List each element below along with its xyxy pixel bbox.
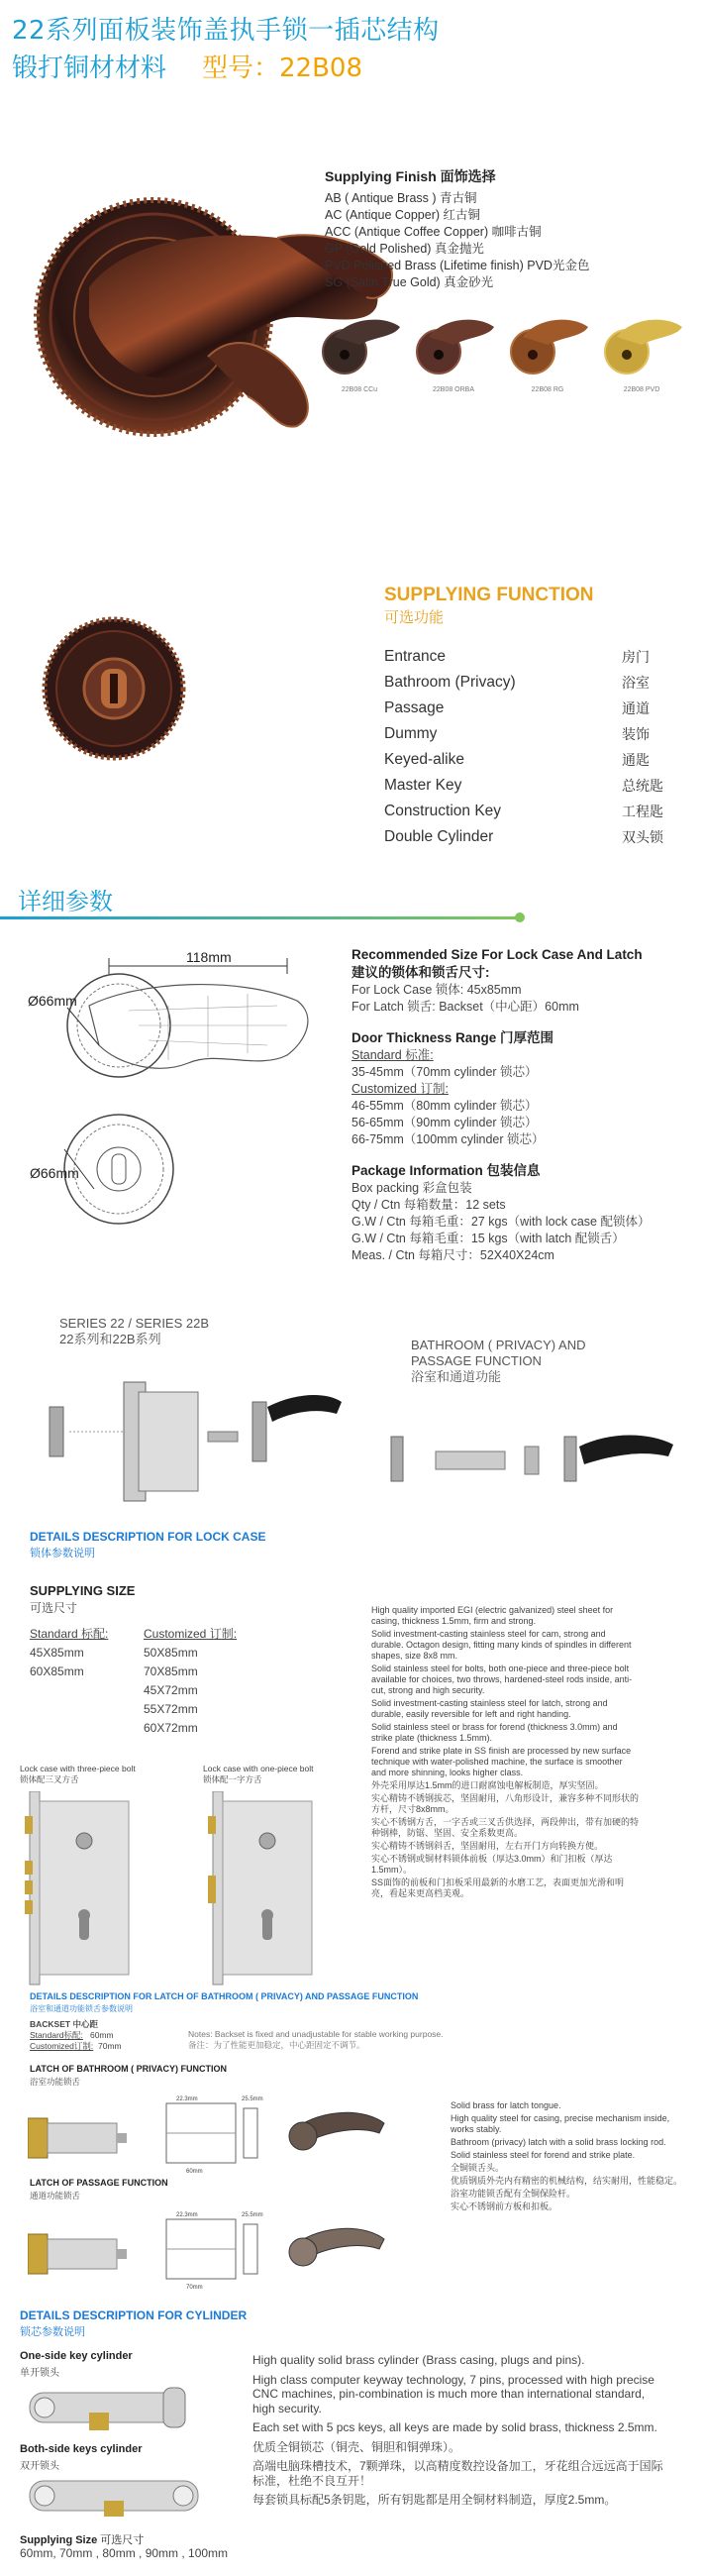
note: Solid brass for latch tongue. — [451, 2100, 561, 2110]
note: Solid investment-casting stainless steel for latch, strong and durable, easily reversible for left and right handing. — [371, 1698, 608, 1719]
cylinder-subheading: 锁芯参数说明 — [20, 2326, 85, 2338]
recommended-line: For Lock Case 锁体: 45x85mm — [352, 983, 522, 997]
note: 高端电脑珠槽技术，7颗弹珠，以高精度数控设备加工，牙花组合远远高于国际标准，杜绝不良互开！ — [252, 2459, 663, 2488]
note: 优质钢质外壳内有精密的机械结构，结实耐用，性能稳定。 — [451, 2176, 683, 2186]
note: 实心精铸不锈钢斜舌，坚固耐用，左右开门方向转换方便。 — [371, 1841, 604, 1851]
cylinder-notes — [252, 2353, 668, 2513]
lockcase-one-piece-image — [208, 1791, 327, 1989]
note: Bathroom (privacy) latch with a solid brass locking rod. — [451, 2137, 666, 2147]
note: High quality steel for casing, precise mechanism inside, works stably. — [451, 2113, 670, 2134]
function-cn: 浴室 — [622, 675, 650, 691]
supplying-size-heading: SUPPLYING SIZE — [30, 1583, 136, 1598]
size-cell: 45X72mm — [144, 1683, 198, 1697]
size-cell: 50X85mm — [144, 1646, 198, 1660]
note: High quality imported EGI (electric galvanized) steel sheet for casing, thickness 1.5mm, firm and strong. — [371, 1605, 614, 1626]
function-heading: SUPPLYING FUNCTION — [384, 585, 594, 605]
page-title: 22系列面板装饰盖执手锁一插芯结构 — [12, 16, 440, 46]
bathroom-latch-cn: 浴室功能锁舌 — [30, 2077, 81, 2087]
door-custom-line: 56-65mm（90mm cylinder 锁芯） — [352, 1116, 538, 1129]
function-list — [384, 644, 681, 850]
finish-heading: Supplying Finish 面饰选择 — [325, 168, 496, 184]
one-side-cylinder-label: One-side key cylinder — [20, 2350, 133, 2362]
package-line: Qty / Ctn 每箱数量：12 sets — [352, 1198, 506, 1212]
passage-latch-title: LATCH OF PASSAGE FUNCTION — [30, 2178, 168, 2188]
lockcase-subheading: 锁体参数说明 — [30, 1548, 95, 1559]
backset-standard-value: 60mm — [89, 2030, 114, 2040]
size-cell: 45X85mm — [30, 1646, 84, 1660]
note: 全铜锁舌头。 — [451, 2163, 505, 2173]
lockcase-three-piece-caption — [20, 1764, 158, 1785]
supplying-size-sub: 可选尺寸 — [30, 1601, 78, 1615]
size-table — [30, 1625, 267, 1738]
door-custom-line: 66-75mm（100mm cylinder 锁芯） — [352, 1132, 545, 1146]
size-col-standard: Standard 标配: — [30, 1627, 109, 1641]
swatch-caption: 22B08 PVD — [623, 386, 660, 393]
function-en: Master Key — [384, 777, 462, 794]
caption-en: Lock case with three-piece bolt — [20, 1764, 136, 1773]
swatch-orba — [409, 297, 498, 396]
dimension-diameter: Ø66mm — [28, 993, 77, 1009]
function-row — [384, 670, 681, 696]
function-row — [384, 696, 681, 721]
dim-label: 60mm — [186, 2169, 203, 2175]
cylinder-escutcheon-image — [40, 614, 188, 763]
note-cn: 备注：为了性能更加稳定，中心距固定不调节。 — [188, 2040, 365, 2050]
finish-ab: AB ( Antique Brass ) 青古铜 — [325, 191, 477, 205]
latch-subheading: 浴室和通道功能锁舌参数说明 — [30, 2004, 133, 2013]
function-cn: 装饰 — [622, 726, 650, 742]
bathroom-latch-title: LATCH OF BATHROOM ( PRIVACY) FUNCTION — [30, 2064, 227, 2074]
size-header-row — [30, 1625, 267, 1644]
exploded-view-right — [376, 1407, 693, 1516]
door-custom-label: Customized 订制: — [352, 1082, 449, 1096]
passage-latch-image — [28, 2204, 444, 2294]
bathroom-latch-image — [28, 2089, 444, 2178]
note: 每套锁具标配5条钥匙，所有钥匙都是用全铜材料制造，厚度2.5mm。 — [252, 2493, 617, 2507]
function-en: Dummy — [384, 725, 438, 742]
cylinder-sizes: 60mm, 70mm , 80mm , 90mm , 100mm — [20, 2546, 229, 2560]
swatch-pvd — [597, 297, 686, 396]
backset-label: BACKSET 中心距 — [30, 2019, 98, 2029]
note: High class computer keyway technology, 7 pins, processed with high precise CNC machines, pin-combination is much more than international standard, high security. — [252, 2372, 654, 2415]
function-en: Passage — [384, 699, 445, 716]
function-en: Double Cylinder — [384, 828, 494, 845]
note: 浴室功能锁舌配有全铜保险杆。 — [451, 2189, 576, 2199]
recommended-line: For Latch 锁舌: Backset（中心距）60mm — [352, 1000, 579, 1014]
dimension-width: 118mm — [186, 949, 232, 965]
finish-ac: AC (Antique Copper) 红古铜 — [325, 208, 481, 222]
finish-swatches — [315, 297, 691, 401]
function-en: Construction Key — [384, 803, 502, 819]
finish-pvd: PVD Polished Brass (Lifetime finish) PVD光金色 — [325, 259, 590, 272]
size-label-cn: 可选尺寸 — [100, 2534, 145, 2546]
caption-en: Lock case with one-piece bolt — [203, 1764, 314, 1773]
note: Solid stainless steel for bolts, both one-piece and three-piece bolt available for choices, two throws, hardened-steel rods inside, anti-cut, strong and high security. — [371, 1664, 633, 1695]
swatch-caption: 22B08 CCu — [341, 386, 378, 393]
size-cell: 55X72mm — [144, 1702, 198, 1716]
lockcase-notes — [371, 1605, 639, 1901]
size-row — [30, 1700, 267, 1719]
recommended-cn: 建议的锁体和锁舌尺寸: — [352, 965, 490, 980]
dimension-drawing — [20, 946, 337, 1243]
exploded-view-left — [30, 1362, 347, 1521]
dimension-diameter: Ø66mm — [30, 1165, 79, 1181]
function-row — [384, 644, 681, 670]
lockcase-heading: DETAILS DESCRIPTION FOR LOCK CASE — [30, 1530, 266, 1544]
note: High quality solid brass cylinder (Brass casing, plugs and pins). — [252, 2353, 585, 2367]
function-row — [384, 747, 681, 773]
series-en: SERIES 22 / SERIES 22B — [59, 1316, 210, 1331]
size-row — [30, 1681, 267, 1700]
recommended-heading: Recommended Size For Lock Case And Latch — [352, 947, 643, 962]
size-cell: 70X85mm — [144, 1664, 198, 1678]
finish-sg: SG (Satin True Gold) 真金砂光 — [325, 275, 494, 289]
one-side-cylinder-image — [20, 2378, 198, 2437]
backset-custom-label: Customized订制: — [30, 2041, 94, 2051]
function-en: Entrance — [384, 648, 447, 665]
page-subtitle — [12, 48, 362, 84]
details-divider — [0, 916, 523, 919]
note: 实心不锈钢方舌，一字舌或三叉舌供选择，两段伸出，带有加硬的特种钢棒，防锯、坚固、安全系数更高。 — [371, 1817, 640, 1838]
series-cn: 浴室和通道功能 — [411, 1369, 502, 1384]
function-cn: 通匙 — [622, 752, 650, 768]
size-cell: 60X85mm — [30, 1664, 84, 1678]
series-cn: 22系列和22B系列 — [59, 1332, 161, 1346]
note: Solid investment-casting stainless steel for cam, strong and durable. Octagon design, fitting many kinds of spindles in different shapes, size 8x8 mm. — [371, 1629, 632, 1661]
series-label-left — [59, 1316, 209, 1347]
series-en: PASSAGE FUNCTION — [411, 1353, 542, 1368]
size-row — [30, 1663, 267, 1681]
finish-gp: GP (Gold Polished) 真金抛光 — [325, 242, 484, 256]
backset-block — [30, 2019, 178, 2052]
size-label-en: Supplying Size — [20, 2534, 98, 2546]
door-custom-line: 46-55mm（80mm cylinder 锁芯） — [352, 1099, 538, 1113]
note: 优质全铜锁芯（铜壳、铜胆和铜弹珠）。 — [252, 2439, 461, 2454]
backset-standard-label: Standard标配: — [30, 2030, 83, 2040]
swatch-caption: 22B08 ORBA — [432, 386, 475, 393]
note: SS面饰的前板和门扣板采用最新的水磨工艺，表面更加光滑和明亮，看起来更高档美观。 — [371, 1878, 625, 1898]
function-cn: 工程匙 — [622, 804, 663, 819]
note: Solid stainless steel for forend and strike plate. — [451, 2150, 636, 2160]
backset-custom-value: 70mm — [97, 2041, 122, 2051]
note: Forend and strike plate in SS finish are processed by new surface technique with water-polished machine, the surface is smoother and more shinning, looks higher class. — [371, 1746, 632, 1777]
backset-note — [188, 2029, 485, 2051]
dim-label: 25.5mm — [242, 2096, 263, 2102]
swatch-ccu — [315, 297, 404, 396]
dim-label: 22.3mm — [176, 2096, 198, 2102]
function-row — [384, 824, 681, 850]
function-row — [384, 721, 681, 747]
function-row — [384, 773, 681, 799]
note: 实心不锈钢或铜材料锁体前板（厚达3.0mm）和门扣板（厚达1.5mm）。 — [371, 1854, 613, 1875]
note-en: Notes: Backset is fixed and unadjustable for stable working purpose. — [188, 2029, 444, 2039]
lockcase-three-piece-image — [25, 1791, 144, 1989]
note: 实心精铸不锈钢拔芯，坚固耐用，八角形设计，兼容多种不同形状的方杆，尺寸8x8mm。 — [371, 1793, 640, 1814]
function-row — [384, 799, 681, 824]
finish-acc: ACC (Antique Coffee Copper) 咖啡古铜 — [325, 225, 542, 239]
model-number: 型号：22B08 — [202, 54, 363, 83]
series-en: BATHROOM ( PRIVACY) AND — [411, 1338, 586, 1352]
backset-standard — [30, 2030, 178, 2041]
swatch-rg — [503, 297, 592, 396]
note: Each set with 5 pcs keys, all keys are made by solid brass, thickness 2.5mm. — [252, 2420, 657, 2434]
package-line: G.W / Ctn 每箱毛重：27 kgs（with lock case 配锁体） — [352, 1215, 651, 1229]
lockcase-one-piece-caption — [203, 1764, 352, 1785]
package-line: Meas. / Ctn 每箱尺寸：52X40X24cm — [352, 1248, 554, 1262]
both-side-cylinder-image — [20, 2471, 218, 2521]
dim-label: 22.3mm — [176, 2212, 198, 2218]
function-cn: 总统匙 — [622, 778, 663, 794]
function-cn: 房门 — [622, 649, 650, 665]
details-title: 详细参数 — [18, 888, 113, 915]
material-label: 锻打铜材材料 — [12, 54, 167, 83]
latch-notes — [451, 2100, 688, 2214]
one-side-cylinder-cn: 单开锁头 — [20, 2368, 59, 2379]
package-line: G.W / Ctn 每箱毛重：15 kgs（with latch 配锁舌） — [352, 1232, 625, 1245]
details-divider-dot — [515, 912, 525, 922]
note: 外壳采用厚达1.5mm的进口耐腐蚀电解板制造，厚实坚固。 — [371, 1780, 604, 1790]
passage-latch-cn: 通道功能锁舌 — [30, 2191, 81, 2200]
spec-block — [352, 946, 693, 1264]
latch-heading: DETAILS DESCRIPTION FOR LATCH OF BATHROOM ( PRIVACY) AND PASSAGE FUNCTION — [30, 1991, 419, 2001]
package-heading: Package Information 包装信息 — [352, 1163, 541, 1178]
door-standard-label: Standard 标准: — [352, 1048, 434, 1062]
package-line: Box packing 彩盒包装 — [352, 1181, 472, 1195]
function-cn: 通道 — [622, 700, 650, 716]
cylinder-heading: DETAILS DESCRIPTION FOR CYLINDER — [20, 2308, 248, 2322]
caption-cn: 锁体配一字方舌 — [203, 1774, 262, 1784]
dim-label: 25.5mm — [242, 2212, 263, 2218]
size-cell: 60X72mm — [144, 1721, 198, 1735]
function-cn: 双头锁 — [622, 829, 663, 845]
function-subheading: 可选功能 — [384, 609, 445, 626]
series-label-right — [411, 1338, 585, 1385]
finish-options — [325, 166, 681, 291]
backset-custom — [30, 2041, 178, 2052]
dim-label: 70mm — [186, 2285, 203, 2291]
note: 实心不锈钢前方板和扣板。 — [451, 2201, 558, 2211]
swatch-caption: 22B08 RG — [531, 386, 564, 393]
size-row — [30, 1644, 267, 1663]
cylinder-size-label — [20, 2531, 144, 2547]
size-row — [30, 1719, 267, 1738]
door-standard-line: 35-45mm（70mm cylinder 锁芯） — [352, 1065, 538, 1079]
both-side-cylinder-label: Both-side keys cylinder — [20, 2443, 143, 2455]
function-en: Keyed-alike — [384, 751, 464, 768]
note: Solid stainless steel or brass for forend (thickness 3.0mm) and strike plate (thickness 1.5mm). — [371, 1722, 618, 1743]
both-side-cylinder-cn: 双开锁头 — [20, 2461, 59, 2472]
caption-cn: 锁体配三叉方舌 — [20, 1774, 79, 1784]
size-col-custom: Customized 订制: — [144, 1627, 238, 1641]
function-en: Bathroom (Privacy) — [384, 674, 516, 691]
door-thickness-heading: Door Thickness Range 门厚范围 — [352, 1030, 554, 1045]
